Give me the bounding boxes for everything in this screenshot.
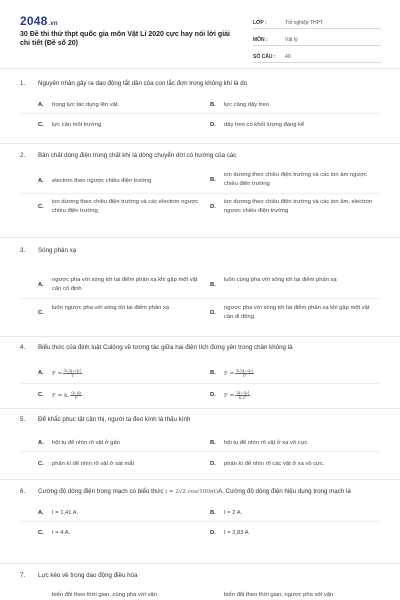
question-stem <box>20 152 385 161</box>
logo-suffix: .vn <box>48 21 58 27</box>
meta-value: Vật lý <box>285 37 298 43</box>
option-letter: C. <box>38 309 44 316</box>
question-text: Bản chất dòng điện trong chất khí là dòng chuyển dời có hướng của các <box>38 152 237 159</box>
question-stem <box>20 416 385 425</box>
meta-key: LỚP : <box>253 20 267 26</box>
fraction <box>63 369 82 378</box>
option-letter: C. <box>38 121 44 128</box>
option-d[interactable] <box>210 304 374 321</box>
question-2 <box>20 152 385 225</box>
stem-text-before: Cường độ dòng điện trong mạch có biểu thức <box>38 488 164 495</box>
question-text <box>38 488 385 497</box>
header-divider <box>0 68 400 69</box>
option-text: luôn cùng pha với sóng tới tại điểm phản xạ <box>224 276 337 283</box>
options <box>20 97 385 137</box>
question-number: 1. <box>20 80 26 87</box>
option-text: hội tụ để nhìn rõ vật ở gần <box>52 439 120 446</box>
question-separator <box>0 408 400 409</box>
fraction-numerator: |q₁.q₂| <box>236 389 250 395</box>
question-number: 4. <box>20 344 26 351</box>
question-text: Lực kéo về trong dao động điều hòa <box>38 572 138 579</box>
formula <box>224 391 250 401</box>
row-divider <box>20 451 380 452</box>
option-letter: D. <box>210 460 216 467</box>
option-letter: C. <box>38 529 44 536</box>
option-text: ion dương theo chiều điện trường và các electron ngược chiều điện trường <box>52 198 199 214</box>
option-letter: D. <box>210 121 216 128</box>
option-a[interactable] <box>38 276 202 293</box>
option-text: electron theo ngược chiều điện trường <box>52 177 152 184</box>
option-text: biến đổi theo thời gian, ngược pha với vận <box>224 591 334 598</box>
fraction-denominator: r² <box>242 373 247 379</box>
formula-lhs: F = <box>52 371 63 378</box>
question-stem <box>20 80 385 89</box>
option-b[interactable] <box>210 439 374 448</box>
option-c[interactable] <box>38 460 202 469</box>
option-a[interactable] <box>38 369 82 379</box>
option-letter: B. <box>210 509 216 516</box>
option-a[interactable] <box>38 439 202 448</box>
option-letter: B. <box>210 101 216 108</box>
option-text: dây treo có khối lượng đáng kể <box>224 121 305 128</box>
option-a[interactable] <box>52 591 202 600</box>
option-letter: A. <box>38 101 44 108</box>
option-d[interactable] <box>210 460 374 469</box>
question-stem <box>20 572 385 581</box>
document-title: 30 Đề thi thử thpt quốc gia môn Vật Lí 2020 cực hay nói lời giải chi tiết (Đề số 20) <box>20 31 230 48</box>
options <box>20 589 385 600</box>
fraction-numerator: k.|q₁.q₂| <box>64 367 82 373</box>
option-d[interactable] <box>210 391 250 401</box>
formula <box>52 391 82 401</box>
option-letter: A. <box>38 509 44 516</box>
question-number: 5. <box>20 416 26 423</box>
option-b[interactable] <box>210 171 374 188</box>
option-letter: B. <box>210 281 216 288</box>
option-letter: C. <box>38 391 44 398</box>
option-b[interactable] <box>210 369 254 379</box>
row-divider <box>20 383 380 384</box>
option-c[interactable] <box>38 198 202 215</box>
question-number: 7. <box>20 572 26 579</box>
fraction-denominator: k.r² <box>239 395 247 401</box>
fraction-numerator: k.|q₁.q₂| <box>236 367 254 373</box>
question-text: Nguyên nhân gây ra dao động tắt dần của con lắc đơn trong không khí là do <box>38 80 248 87</box>
meta-key: MÔN : <box>253 37 268 43</box>
question-separator <box>0 479 400 480</box>
option-text: ngược pha với sóng tới tại điểm phản xạ khi gặp một vật cản cố định <box>52 276 198 292</box>
option-text: hội tụ để nhìn rõ vật ở xa vô cực <box>224 439 308 446</box>
option-text: I = 1,41 A. <box>52 509 79 516</box>
meta-value: Tốt nghiệp THPT <box>285 20 323 26</box>
option-c[interactable] <box>38 121 202 130</box>
option-d[interactable] <box>210 121 374 130</box>
option-text: luôn ngược pha với sóng tới tại điểm phản xạ <box>52 304 170 311</box>
document-header <box>0 0 400 68</box>
row-divider <box>20 193 380 194</box>
question-5 <box>20 416 385 473</box>
option-text: lực cản môi trường <box>52 121 102 128</box>
question-text: Biểu thức của định luật Culông về tương tác giữa hai điện tích đứng yên trong chân không là <box>38 344 293 351</box>
row-divider <box>20 113 380 114</box>
meta-row-subject <box>253 31 381 46</box>
option-letter: D. <box>210 309 216 316</box>
row-divider <box>20 521 380 522</box>
option-letter: D. <box>210 391 216 398</box>
option-b[interactable] <box>210 101 374 110</box>
question-stem <box>20 344 385 353</box>
question-number: 2. <box>20 152 26 159</box>
question-text: Sóng phản xạ <box>38 247 77 254</box>
option-letter: C. <box>38 203 44 210</box>
meta-value: 40 <box>285 54 291 60</box>
option-letter: D. <box>210 529 216 536</box>
question-4 <box>20 344 385 407</box>
option-letter: D. <box>210 203 216 210</box>
fraction-numerator: q₁.q₂ <box>71 389 82 395</box>
options <box>20 169 385 225</box>
option-text: I = 2 A. <box>224 509 243 516</box>
question-separator <box>0 143 400 144</box>
option-letter: B. <box>210 176 216 183</box>
formula-lhs: F = <box>224 371 235 378</box>
document-meta <box>253 14 381 65</box>
option-b[interactable] <box>210 509 374 518</box>
option-letter: C. <box>38 460 44 467</box>
question-1 <box>20 80 385 137</box>
option-text: ion dương theo chiều điện trường và các ion âm ngược chiều điện trường <box>224 171 367 187</box>
option-c[interactable] <box>38 304 202 318</box>
option-letter: A. <box>38 281 44 288</box>
option-c[interactable] <box>38 391 82 401</box>
option-text: phân kì để nhìn rõ các vật ở xa vô cực. <box>224 460 325 467</box>
meta-key: SỐ CÂU : <box>253 54 276 60</box>
option-letter: A. <box>38 369 44 376</box>
question-stem <box>20 488 385 497</box>
fraction-denominator: r² <box>74 395 79 401</box>
option-text: biến đổi theo thời gian, cùng pha với vận <box>52 591 157 598</box>
question-text: Để khắc phục tật cận thị, người ta đeo kính là thấu kính <box>38 416 191 423</box>
option-text: ion dương theo chiều điện trường và các ion âm, electron ngược chiều điện trường <box>224 198 373 214</box>
question-7 <box>20 572 385 600</box>
option-d[interactable] <box>210 529 374 538</box>
row-divider <box>20 298 380 299</box>
options <box>20 505 385 545</box>
stem-text-after: A. Cường độ dòng điện hiệu dụng trong mạch là <box>218 488 351 495</box>
formula <box>224 369 254 379</box>
options <box>20 264 385 324</box>
meta-row-class <box>253 14 381 29</box>
option-text: phân kì để nhìn rõ vật ở sát mắt <box>52 460 135 467</box>
question-separator <box>0 237 400 238</box>
option-letter: B. <box>210 369 216 376</box>
question-separator <box>0 563 400 564</box>
option-text: lực căng dây treo <box>224 101 269 108</box>
option-letter: A. <box>38 177 44 184</box>
option-a[interactable] <box>38 101 202 110</box>
formula-lhs: F = k. <box>52 393 70 400</box>
fraction-denominator: r <box>71 373 74 379</box>
option-a[interactable] <box>38 177 202 186</box>
option-b[interactable] <box>210 276 374 290</box>
meta-row-count <box>253 48 381 63</box>
fraction <box>235 391 250 400</box>
question-number: 6. <box>20 488 26 495</box>
option-text: I = 2,83 A <box>224 529 249 536</box>
site-logo[interactable] <box>20 14 58 28</box>
question-stem <box>20 247 385 256</box>
logo-text: 2048 <box>20 14 48 28</box>
question-number: 3. <box>20 247 26 254</box>
fraction <box>235 369 254 378</box>
option-text: I = 4 A. <box>52 529 71 536</box>
fraction <box>70 391 82 400</box>
options <box>20 433 385 473</box>
option-letter: B. <box>210 439 216 446</box>
option-text: trọng lực tác dụng lên vật. <box>52 101 120 108</box>
option-c[interactable] <box>38 529 202 538</box>
options <box>20 361 385 407</box>
formula <box>52 369 82 379</box>
question-3 <box>20 247 385 324</box>
option-b[interactable] <box>224 591 374 600</box>
question-6 <box>20 488 385 545</box>
question-separator <box>0 336 400 337</box>
option-a[interactable] <box>38 509 202 518</box>
stem-formula: i = 2√2 cos(100πt) <box>165 489 219 495</box>
option-letter: A. <box>38 439 44 446</box>
option-d[interactable] <box>210 198 374 215</box>
formula-lhs: F = <box>224 393 235 400</box>
option-text: ngược pha với sóng tới tại điểm phản xạ khi gặp một vật cản di động. <box>224 304 370 320</box>
